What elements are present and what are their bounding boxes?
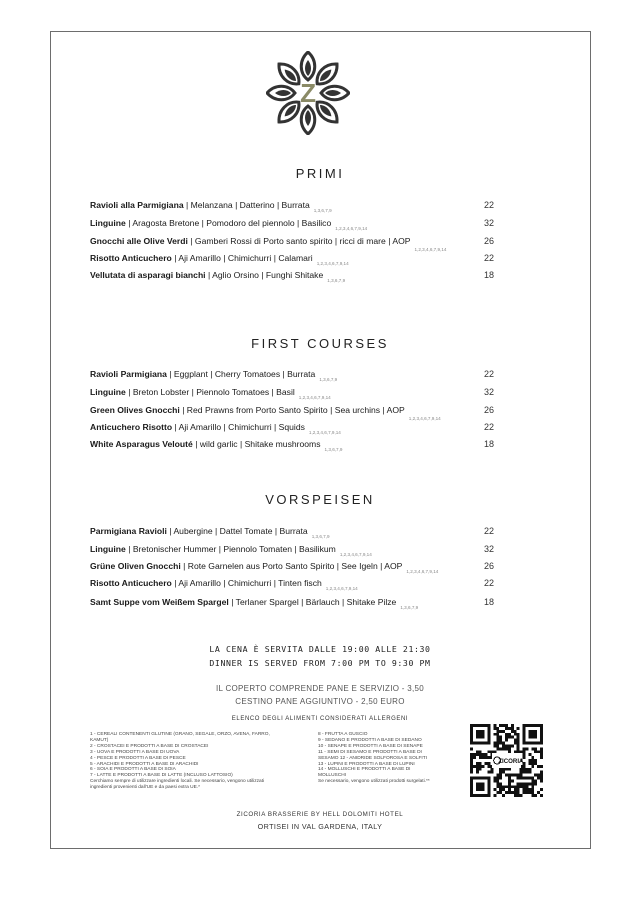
cover-charge: IL COPERTO COMPRENDE PANE E SERVIZIO - 3,50 bbox=[215, 684, 425, 693]
menu-item: Ravioli Parmigiana | Eggplant | Cherry Tomatoes | Burrata$_{1,3,6,7,9}$ bbox=[90, 369, 338, 382]
menu-item: Linguine | Aragosta Bretone | Pomodoro del piennolo | Basilico$_{1,2,3,4,6,7,9,14}$ bbox=[90, 218, 368, 231]
menu-price: 18 bbox=[483, 270, 494, 280]
section-title: PRIMI bbox=[295, 166, 345, 181]
menu-price: 22 bbox=[483, 200, 494, 210]
menu-price: 22 bbox=[483, 578, 494, 588]
menu-price: 32 bbox=[483, 544, 494, 554]
menu-item: Green Olives Gnocchi | Red Prawns from Porto Santo Spirito | Sea urchins | $AOP_{1,2,3,4,6,7,9,14}$ bbox=[90, 405, 441, 421]
menu-item: Grüne Oliven Gnocchi | Rote Garnelen aus Porto Santo Spirito | See Igeln | $AOP_{1,2,3,4,6,7,9,14}$ bbox=[90, 561, 439, 574]
menu-price: 22 bbox=[483, 422, 494, 432]
logo-petal-inner bbox=[305, 110, 311, 126]
menu-item: Samt Suppe vom Weißem Spargel | Terlaner Spargel | Bärlauch | Shitake Pilze$_{1,3,6,7,9}$ bbox=[90, 597, 419, 610]
svg-text:Z: Z bbox=[300, 78, 316, 108]
section-title: FIRST COURSES bbox=[251, 336, 389, 351]
menu-item: Risotto Anticuchero | Aji Amarillo | Chimichurri | Calamari$_{1,2,3,4,6,7,9,14}$ bbox=[90, 253, 349, 266]
menu-item: Vellutata di asparagi bianchi | Aglio Orsino | Funghi Shitake$_{1,3,6,7,9}$ bbox=[90, 270, 346, 283]
menu-price: 18 bbox=[483, 439, 494, 449]
dinner-hours-it: LA CENA È SERVITA DALLE 19:00 ALLE 21:30 bbox=[209, 644, 431, 654]
qr-code[interactable] bbox=[470, 724, 543, 797]
menu-price: 32 bbox=[483, 387, 494, 397]
logo-petal-inner bbox=[275, 90, 291, 96]
menu-price: 26 bbox=[483, 405, 494, 415]
svg-text:ZICORIA: ZICORIA bbox=[498, 757, 524, 765]
logo-petal-inner bbox=[305, 60, 311, 76]
bread-basket-charge: CESTINO PANE AGGIUNTIVO - 2,50 EURO bbox=[235, 697, 405, 706]
dinner-hours-en: DINNER IS SERVED FROM 7:00 PM TO 9:30 PM bbox=[209, 658, 431, 668]
menu-price: 22 bbox=[483, 369, 494, 379]
menu-item: Risotto Anticuchero | Aji Amarillo | Chimichurri | Tinten fisch$_{1,2,3,4,6,7,9,14}$ bbox=[90, 578, 358, 591]
menu-price: 26 bbox=[483, 236, 494, 246]
menu-item: Gnocchi alle Olive Verdi | Gamberi Rossi di Porto santo spirito | ricci di mare | $AOP_{1,2,3,4,6,7,9,14}$ bbox=[90, 236, 447, 252]
menu-price: 26 bbox=[483, 561, 494, 571]
menu-price: 32 bbox=[483, 218, 494, 228]
footer-location: ORTISEI IN VAL GARDENA, ITALY bbox=[257, 822, 383, 831]
logo-petal-inner bbox=[325, 90, 341, 96]
menu-item: Linguine | Bretonischer Hummer | Piennolo Tomaten | Basilikum$_{1,2,3,4,6,7,9,14}$ bbox=[90, 544, 372, 557]
menu-price: 22 bbox=[483, 253, 494, 263]
allergen-list-left: 1 - CEREALI CONTENENTI GLUTINE (GRANO, SEGALE, ORZO, AVENA, FARRO, KAMUT) 2 - CROSTACEI E PRODOTTI A BASE DI CROSTACEI 3 - UOVA E PRODOTTI A BASE DI UOVA 4 - PESCE E PRODOTTI A BASE DI PESCE 5 - ARACHIDI E PRODOTTI A BASE DI ARACHIDI 6 - SOIA E PRODOTTI A BASE DI SOIA 7 - LATTE E PRODOTTI A BASE DI LATTE (INCLUSO LATTOSIO) Cerchiamo sempre di utilizzare ingredienti locali. Se necessario, vengono utilizzati ingredienti provenienti dall'UE e da paesi extra UE.* bbox=[90, 732, 270, 791]
zicoria-logo bbox=[266, 51, 350, 135]
menu-price: 18 bbox=[483, 597, 494, 607]
menu-item: Anticuchero Risotto | Aji Amarillo | Chimichurri | Squids$_{1,2,3,4,6,7,9,14}$ bbox=[90, 422, 341, 435]
allergen-list-title: ELENCO DEGLI ALIMENTI CONSIDERATI ALLERGENI bbox=[231, 716, 409, 722]
menu-item: Ravioli alla Parmigiana | Melanzana | Datterino | Burrata$_{1,3,6,7,9}$ bbox=[90, 200, 332, 213]
allergen-list-right: 8 - FRUTTA A GUSCIO 9 - SEDANO E PRODOTTI A BASE DI SEDANO 10 - SENAPE E PRODOTTI A BASE DI SENAPE 11 - SEMI DI SESAMO E PRODOTTI A BASE DI SESAMO 12 - ANIDRIDE SOLFOROSA E SOLFITI 13 - LUPINI E PRODOTTI A BASE DI LUPINI 14 - MOLLUSCHI E PRODOTTI A BASE DI MOLLUSCHI Se necessario, vengono utilizzati prodotti surgelati.** bbox=[318, 732, 430, 785]
menu-item: Linguine | Breton Lobster | Piennolo Tomatoes | Basil$_{1,2,3,4,6,7,9,14}$ bbox=[90, 387, 331, 400]
menu-item: Parmigiana Ravioli | Aubergine | Dattel Tomate | Burrata$_{1,3,6,7,9}$ bbox=[90, 526, 330, 539]
footer-hotel-name: ZICORIA BRASSERIE BY HELL DOLOMITI HOTEL bbox=[236, 811, 404, 818]
menu-item: White Asparagus Velouté | wild garlic | Shitake mushrooms$_{1,3,6,7,9}$ bbox=[90, 439, 343, 452]
menu-price: 22 bbox=[483, 526, 494, 536]
section-title: VORSPEISEN bbox=[265, 492, 375, 507]
